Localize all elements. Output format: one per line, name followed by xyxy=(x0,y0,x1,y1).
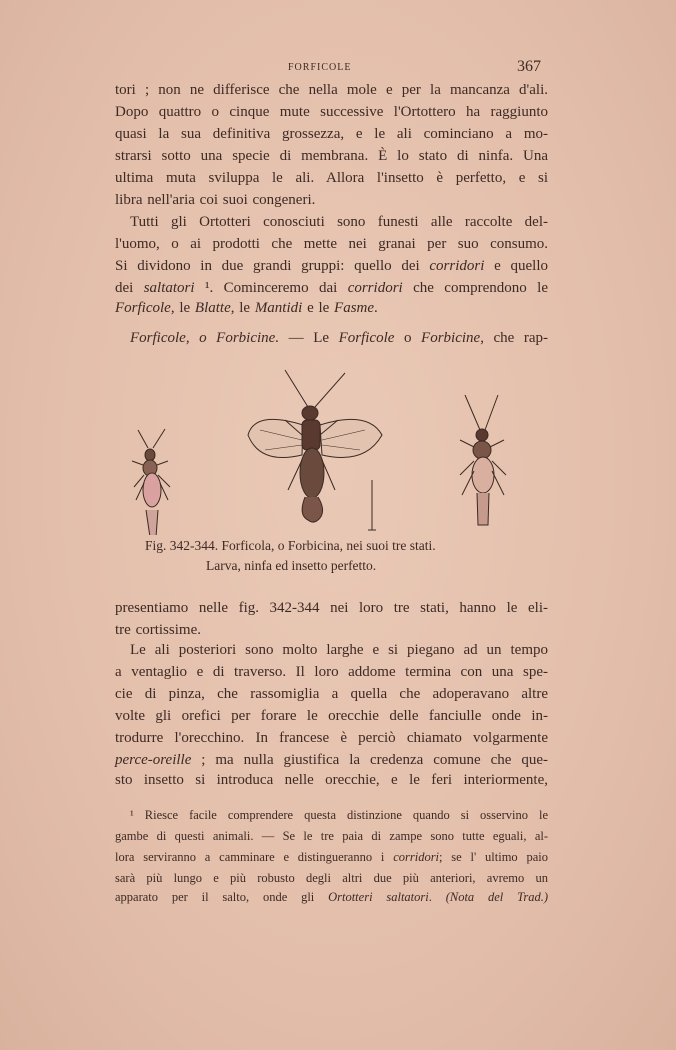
text-span: . xyxy=(374,300,378,316)
text-line xyxy=(115,234,548,254)
italic-text: perce-oreille xyxy=(115,752,192,768)
text-span: volte gli orefici per forare le orecchie delle fanciulle onde in- xyxy=(115,708,548,724)
page-number: 367 xyxy=(517,58,541,75)
text-span: trodurre l'orecchino. In francese è perciò chiamato volgarmente xyxy=(115,730,548,746)
italic-text: saltatori xyxy=(143,280,195,296)
text-span: — Le xyxy=(279,330,339,346)
text-span: Le ali posteriori sono molto larghe e si piegano ad un tempo xyxy=(130,642,548,658)
earwig-figure xyxy=(120,365,560,535)
text-span: . xyxy=(428,890,446,904)
text-span: lora serviranno a camminare e distingueranno i xyxy=(115,850,394,864)
text-line xyxy=(115,728,548,748)
text-span: ¹ Riesce facile comprendere questa distinzione quando si osservino le xyxy=(130,808,548,822)
text-span: e quello xyxy=(484,258,548,274)
text-span: ultima muta sviluppa le ali. Allora l'insetto è perfetto, e si xyxy=(115,170,548,186)
text-line xyxy=(115,124,548,144)
text-span: libra nell'aria coi suoi congeneri. xyxy=(115,192,316,208)
footnote-line xyxy=(130,806,548,824)
text-line xyxy=(115,770,548,790)
text-span: strarsi sotto una specie di membrana. È lo stato di ninfa. Una xyxy=(115,148,548,164)
text-line xyxy=(130,640,548,660)
text-span: che comprendono le xyxy=(402,280,548,296)
text-line xyxy=(115,620,548,640)
text-span: a ventaglio e di traverso. Il loro addome termina con una spe- xyxy=(115,664,548,680)
text-span: tori ; non ne differisce che nella mole e per la mancanza d'ali. xyxy=(115,82,548,98)
footnote-line xyxy=(115,848,548,866)
text-span: , che rap- xyxy=(480,330,549,346)
adult-winged-illustration xyxy=(248,370,382,530)
italic-text: Ortotteri saltatori xyxy=(328,890,429,904)
italic-text: Forficole xyxy=(338,330,395,346)
text-span: o xyxy=(394,330,422,346)
text-span: cie di pinza, che rassomiglia a quella che adoperavano altre xyxy=(115,686,548,702)
figure-caption-subtitle: Larva, ninfa ed insetto perfetto. xyxy=(206,558,377,573)
text-span: sarà più lungo e più robusto degli altri due più anteriori, avremo un xyxy=(115,871,548,885)
text-line xyxy=(115,278,548,298)
text-line xyxy=(130,328,548,348)
italic-text: corridori xyxy=(347,280,403,296)
text-span: ¹. Cominceremo dai xyxy=(194,280,348,296)
text-line xyxy=(115,598,548,618)
running-title: FORFICOLE xyxy=(288,62,352,73)
text-line xyxy=(115,80,548,100)
text-line xyxy=(130,212,548,232)
text-span: l'uomo, o ai prodotti che mette nei granai per suo consumo. xyxy=(115,236,548,252)
text-span: presentiamo nelle fig. 342-344 nei loro tre stati, hanno le eli- xyxy=(115,600,548,616)
italic-text: corridori xyxy=(393,850,440,864)
text-span: ; se l' ultimo paio xyxy=(439,850,549,864)
text-span: , le xyxy=(170,300,195,316)
text-line xyxy=(115,190,548,210)
text-line xyxy=(115,750,548,770)
text-line xyxy=(115,102,548,122)
italic-text: (Nota del Trad.) xyxy=(445,890,548,904)
italic-text: Fasme xyxy=(334,300,375,316)
italic-text: Forficole xyxy=(115,300,171,316)
italic-text: Forbicine xyxy=(421,330,481,346)
text-span: Si dividono in due grandi gruppi: quello dei xyxy=(115,258,430,274)
text-line xyxy=(115,298,548,318)
italic-text: Blatte xyxy=(194,300,231,316)
text-line xyxy=(115,662,548,682)
text-span: Tutti gli Ortotteri conosciuti sono funesti alle raccolte del- xyxy=(130,214,548,230)
text-span: apparato per il salto, onde gli xyxy=(115,890,329,904)
text-span: tre cortissime. xyxy=(115,622,201,638)
text-span: e le xyxy=(302,300,335,316)
italic-text: Mantidi xyxy=(254,300,303,316)
larva-illustration xyxy=(132,429,170,535)
italic-text: Forficole, o Forbicine. xyxy=(130,330,280,346)
text-span: quasi la sua definitiva grossezza, e le ali cominciano a mo- xyxy=(115,126,548,142)
text-line xyxy=(115,256,548,276)
text-span: , le xyxy=(230,300,255,316)
footnote-line xyxy=(115,888,548,906)
text-span: ; ma nulla giustifica la credenza comune che que- xyxy=(191,752,548,768)
text-line xyxy=(115,146,548,166)
text-span: gambe di questi animali. — Se le tre paia di zampe sono tutte eguali, al- xyxy=(115,829,548,843)
nymph-illustration xyxy=(460,395,506,525)
text-span: dei xyxy=(115,280,144,296)
italic-text: corridori xyxy=(429,258,485,274)
text-line xyxy=(115,684,548,704)
text-line xyxy=(115,168,548,188)
figure-caption: Fig. 342-344. Forficola, o Forbicina, nei suoi tre stati. xyxy=(145,538,436,553)
text-span: Dopo quattro o cinque mute successive l'Ortottero ha raggiunto xyxy=(115,104,548,120)
footnote-line xyxy=(115,869,548,887)
text-span: sto insetto si introduca nelle orecchie, e le feri interiormente, xyxy=(115,772,548,788)
footnote-line xyxy=(115,827,548,845)
text-line xyxy=(115,706,548,726)
